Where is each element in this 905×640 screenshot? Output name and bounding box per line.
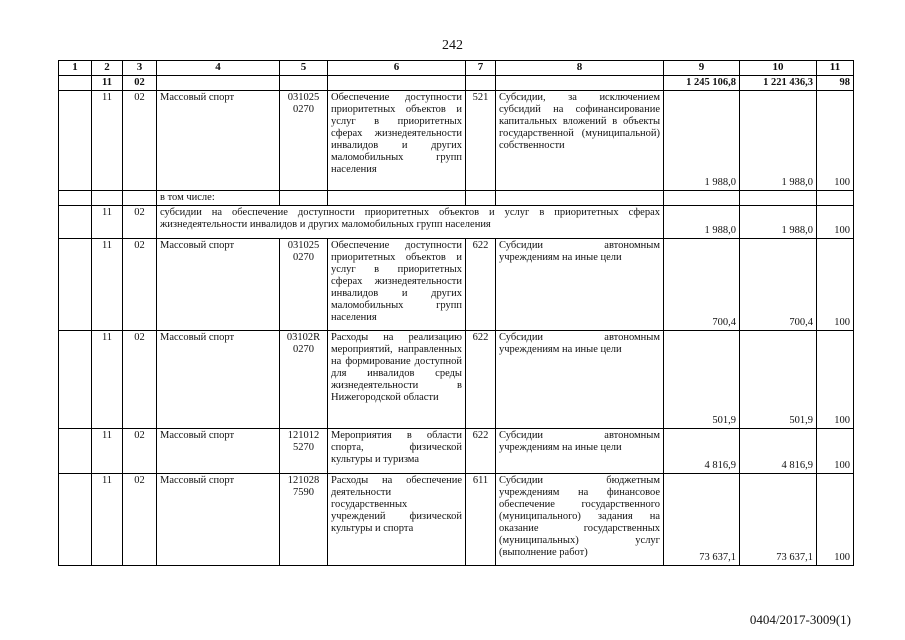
section-cell: 11 xyxy=(92,331,123,429)
subsection-cell: 02 xyxy=(123,331,157,429)
table-row xyxy=(59,331,854,429)
expense-description-cell: Субсидии автономным учреждениям на иные цели xyxy=(496,331,664,429)
description-cell: Мероприятия в области спорта, физической культуры и туризма xyxy=(328,429,466,474)
percent-value: 100 xyxy=(817,239,854,331)
section-cell: 11 xyxy=(92,429,123,474)
name-cell: Массовый спорт xyxy=(157,474,280,566)
summary-section: 11 xyxy=(92,76,123,91)
target-code-cell: 03102R 0270 xyxy=(280,331,328,429)
col-header-8: 8 xyxy=(496,61,664,76)
name-cell: Массовый спорт xyxy=(157,91,280,191)
sub-row-description: субсидии на обеспечение доступности приоритетных объектов и услуг в приоритетных сферах жизнедеятельности инвалидов и других маломобильных групп населения xyxy=(157,206,664,239)
document-code: 0404/2017-3009(1) xyxy=(749,612,851,627)
summary-planned: 1 245 106,8 xyxy=(664,76,740,91)
description-cell: Обеспечение доступности приоритетных объектов и услуг в приоритетных сферах жизнедеятельности инвалидов и других маломобильных групп населения xyxy=(328,239,466,331)
percent-value: 100 xyxy=(817,91,854,191)
percent-value: 100 xyxy=(817,429,854,474)
budget-table xyxy=(58,60,854,566)
target-code-cell: 031025 0270 xyxy=(280,91,328,191)
target-code-cell: 121012 5270 xyxy=(280,429,328,474)
sub-row xyxy=(59,206,854,239)
name-cell: Массовый спорт xyxy=(157,239,280,331)
table-row xyxy=(59,429,854,474)
col-header-11: 11 xyxy=(817,61,854,76)
subsection-cell: 02 xyxy=(123,239,157,331)
expense-type-cell: 622 xyxy=(466,331,496,429)
including-row xyxy=(59,191,854,206)
name-cell: Массовый спорт xyxy=(157,429,280,474)
table-row xyxy=(59,474,854,566)
percent-value: 100 xyxy=(817,206,854,239)
subsection-cell: 02 xyxy=(123,429,157,474)
summary-actual: 1 221 436,3 xyxy=(740,76,817,91)
actual-value: 1 988,0 xyxy=(740,91,817,191)
expense-type-cell: 622 xyxy=(466,239,496,331)
planned-value: 1 988,0 xyxy=(664,91,740,191)
summary-percent: 98 xyxy=(817,76,854,91)
section-cell: 11 xyxy=(92,474,123,566)
target-code-cell: 031025 0270 xyxy=(280,239,328,331)
expense-description-cell: Субсидии автономным учреждениям на иные цели xyxy=(496,239,664,331)
actual-value: 4 816,9 xyxy=(740,429,817,474)
summary-row xyxy=(59,76,854,91)
expense-type-cell: 611 xyxy=(466,474,496,566)
table-row xyxy=(59,91,854,191)
expense-type-cell: 521 xyxy=(466,91,496,191)
including-label: в том числе: xyxy=(157,191,280,206)
subsection-cell: 02 xyxy=(123,91,157,191)
planned-value: 501,9 xyxy=(664,331,740,429)
col-header-6: 6 xyxy=(328,61,466,76)
summary-c8 xyxy=(496,76,664,91)
actual-value: 1 988,0 xyxy=(740,206,817,239)
planned-value: 700,4 xyxy=(664,239,740,331)
description-cell: Обеспечение доступности приоритетных объектов и услуг в приоритетных сферах жизнедеятельности инвалидов и других маломобильных групп населения xyxy=(328,91,466,191)
actual-value: 700,4 xyxy=(740,239,817,331)
page-number: 242 xyxy=(442,38,463,53)
actual-value: 73 637,1 xyxy=(740,474,817,566)
summary-c6 xyxy=(328,76,466,91)
expense-description-cell: Субсидии автономным учреждениям на иные цели xyxy=(496,429,664,474)
subsection-cell: 02 xyxy=(123,206,157,239)
actual-value: 501,9 xyxy=(740,331,817,429)
col-header-7: 7 xyxy=(466,61,496,76)
section-cell: 11 xyxy=(92,239,123,331)
col-header-5: 5 xyxy=(280,61,328,76)
description-cell: Расходы на реализацию мероприятий, направленных на формирование доступной для инвалидов среды жизнедеятельности в Нижегородской области xyxy=(328,331,466,429)
summary-c4 xyxy=(157,76,280,91)
percent-value: 100 xyxy=(817,331,854,429)
description-cell: Расходы на обеспечение деятельности государственных учреждений физической культуры и спорта xyxy=(328,474,466,566)
section-cell: 11 xyxy=(92,91,123,191)
expense-type-cell: 622 xyxy=(466,429,496,474)
planned-value: 1 988,0 xyxy=(664,206,740,239)
expense-description-cell: Субсидии, за исключением субсидий на софинансирование капитальных вложений в объекты государственной (муниципальной) собственности xyxy=(496,91,664,191)
col-header-1: 1 xyxy=(59,61,92,76)
name-cell: Массовый спорт xyxy=(157,331,280,429)
col-header-9: 9 xyxy=(664,61,740,76)
summary-subsection: 02 xyxy=(123,76,157,91)
summary-c1 xyxy=(59,76,92,91)
planned-value: 4 816,9 xyxy=(664,429,740,474)
col-header-3: 3 xyxy=(123,61,157,76)
percent-value: 100 xyxy=(817,474,854,566)
col-header-2: 2 xyxy=(92,61,123,76)
section-cell: 11 xyxy=(92,206,123,239)
table-row xyxy=(59,239,854,331)
header-row xyxy=(59,61,854,76)
expense-description-cell: Субсидии бюджетным учреждениям на финансовое обеспечение государственного (муниципального) задания на оказание государственных (муниципальных) услуг (выполнение работ) xyxy=(496,474,664,566)
planned-value: 73 637,1 xyxy=(664,474,740,566)
target-code-cell: 121028 7590 xyxy=(280,474,328,566)
summary-c7 xyxy=(466,76,496,91)
subsection-cell: 02 xyxy=(123,474,157,566)
col-header-4: 4 xyxy=(157,61,280,76)
summary-c5 xyxy=(280,76,328,91)
col-header-10: 10 xyxy=(740,61,817,76)
